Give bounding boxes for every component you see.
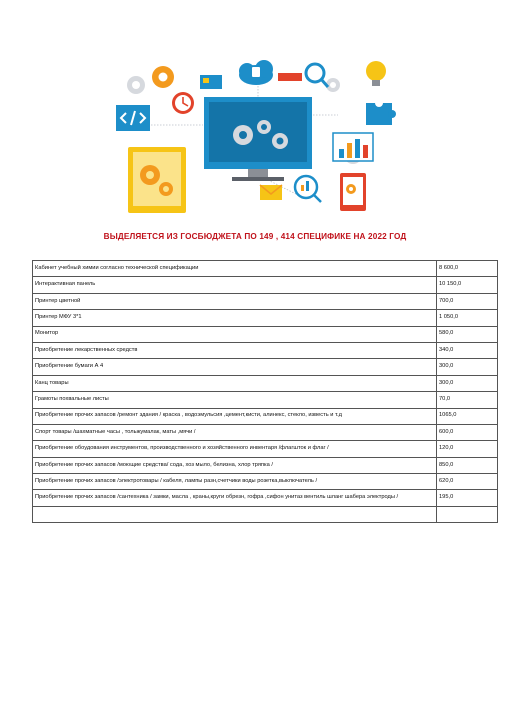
item-cell: Приобретение бумаги А 4	[33, 359, 437, 375]
lightbulb-icon	[366, 61, 386, 86]
cloud-icon	[239, 60, 273, 85]
table-row	[33, 375, 498, 391]
amount-cell: 300,0	[437, 359, 498, 375]
amount-cell: 10 150,0	[437, 277, 498, 293]
table-row	[33, 457, 498, 473]
table-row	[33, 293, 498, 309]
budget-table-body	[33, 261, 498, 523]
item-cell: Приобретение лекарственных средств	[33, 342, 437, 358]
item-cell	[33, 506, 437, 522]
amount-cell: 700,0	[437, 293, 498, 309]
table-row	[33, 277, 498, 293]
analytics-icon	[333, 133, 373, 161]
magnifier-icon	[278, 64, 328, 87]
item-cell: Канц товары	[33, 375, 437, 391]
amount-cell: 8 600,0	[437, 261, 498, 277]
puzzle-icon	[366, 99, 396, 125]
amount-cell: 1065,0	[437, 408, 498, 424]
amount-cell: 600,0	[437, 424, 498, 440]
amount-cell: 70,0	[437, 392, 498, 408]
amount-cell: 850,0	[437, 457, 498, 473]
code-icon	[116, 105, 150, 131]
item-cell: Приобретение прочих запасов /электротовары / кабеля, лампы разн,счетчики воды розетка,выключатель /	[33, 474, 437, 490]
item-cell: Приобретение обоудования инструментов, производственного и хозяйственного инвентаря /флагшток и флаг /	[33, 441, 437, 457]
amount-cell: 300,0	[437, 375, 498, 391]
tablet-icon	[128, 147, 186, 213]
amount-cell: 340,0	[437, 342, 498, 358]
gear-icon	[152, 66, 174, 88]
item-cell: Кабинет учебный химии согласно технической спецификации	[33, 261, 437, 277]
item-cell: Спорт товары /шахматные часы , тольжумалак, маты ,мячи /	[33, 424, 437, 440]
item-cell: Приобретение прочих запасов /сантехника / замки, масла , краны,круги обрезн, гофра ,сифон унитаз вентиль шланг шабера электроды /	[33, 490, 437, 506]
amount-cell: 620,0	[437, 474, 498, 490]
amount-cell: 1 050,0	[437, 310, 498, 326]
table-row	[33, 490, 498, 506]
table-row	[33, 359, 498, 375]
item-cell: Приобретение прочих запасов /ремонт здания / краска , водоэмульсия ,цемент,кисти, алинекс, стекло, известь и т.д	[33, 408, 437, 424]
window-icon	[200, 75, 222, 89]
item-cell: Грамоты похвальные листы	[33, 392, 437, 408]
table-row	[33, 474, 498, 490]
amount-cell: 195,0	[437, 490, 498, 506]
mail-icon	[260, 185, 282, 200]
amount-cell	[437, 506, 498, 522]
amount-cell: 120,0	[437, 441, 498, 457]
it-illustration	[108, 55, 402, 220]
alarm-clock-icon	[172, 92, 194, 114]
item-cell: Интерактивная панель	[33, 277, 437, 293]
amount-cell: 580,0	[437, 326, 498, 342]
page-heading: ВЫДЕЛЯЕТСЯ ИЗ ГОСБЮДЖЕТА ПО 149 , 414 СПЕЦИФИКЕ НА 2022 ГОД	[103, 232, 407, 241]
table-row	[33, 326, 498, 342]
table-row	[33, 424, 498, 440]
table-row	[33, 506, 498, 522]
table-row	[33, 408, 498, 424]
phone-icon	[340, 173, 366, 211]
table-row	[33, 392, 498, 408]
table-row	[33, 441, 498, 457]
table-row	[33, 261, 498, 277]
item-cell: Принтер цветной	[33, 293, 437, 309]
item-cell: Приобретение прочих запасов /моющие средства/ сода, хоз мыло, белизна, хлор тряпка /	[33, 457, 437, 473]
budget-table	[32, 260, 498, 523]
item-cell: Принтер МФУ 3*1	[33, 310, 437, 326]
item-cell: Монитор	[33, 326, 437, 342]
search-chart-icon	[295, 176, 321, 202]
table-row	[33, 342, 498, 358]
monitor-icon	[204, 97, 312, 181]
table-row	[33, 310, 498, 326]
